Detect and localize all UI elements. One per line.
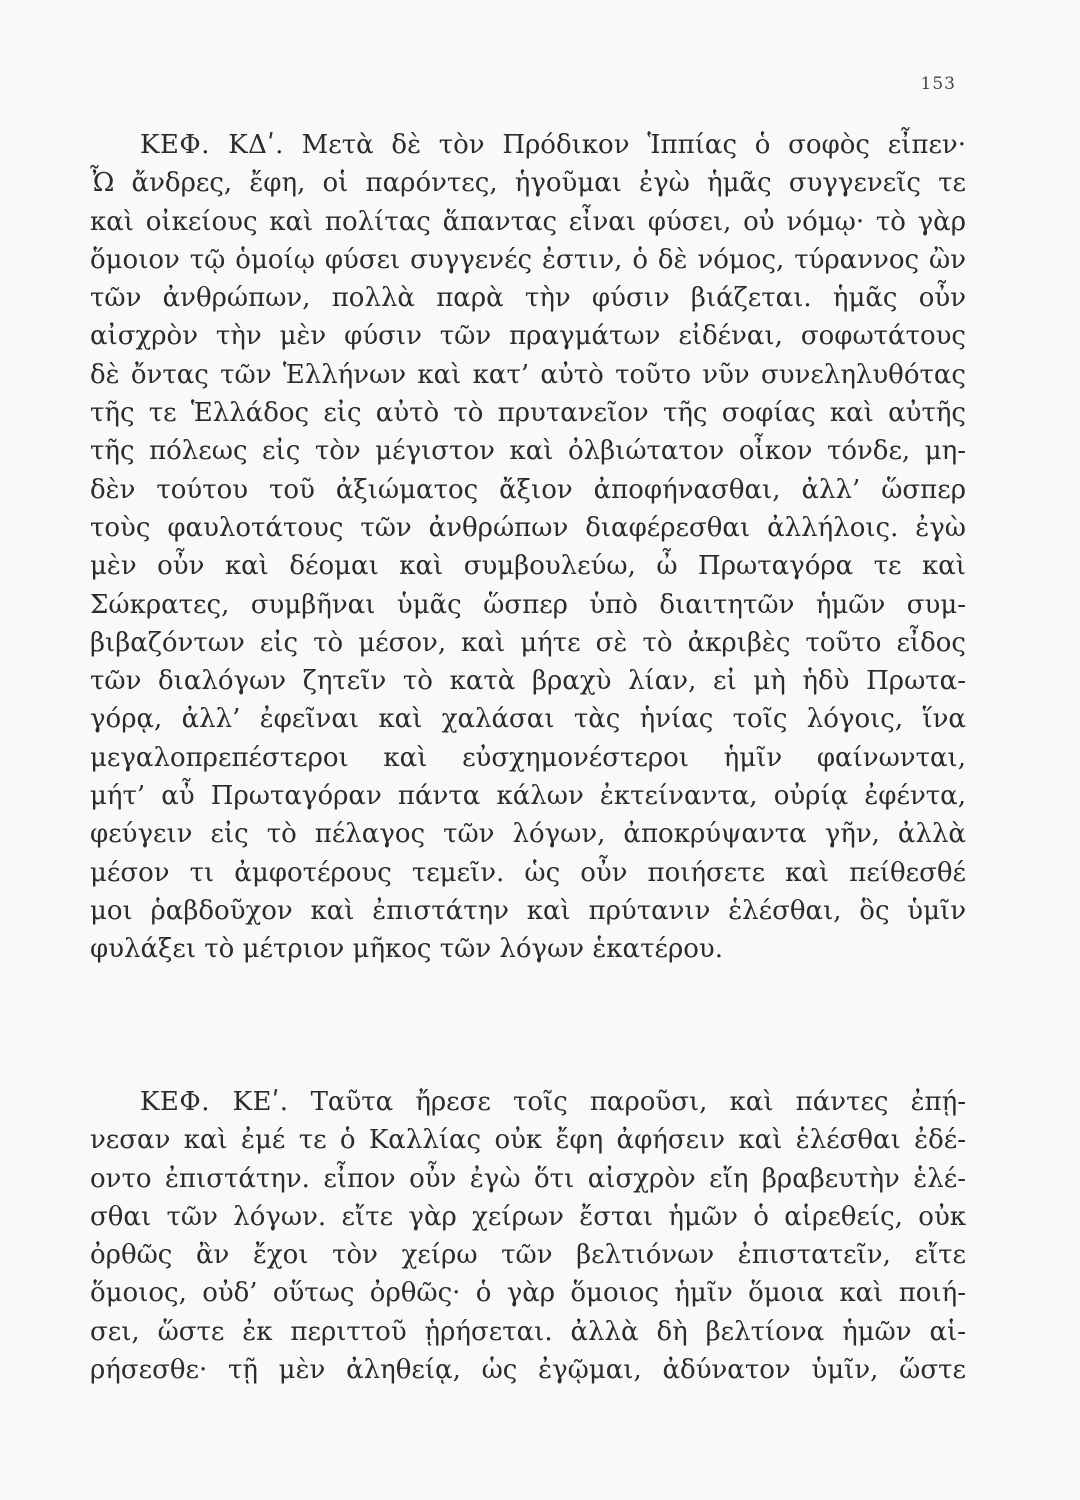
text-line: μέσον τι ἀμφοτέρους τεμεῖν. ὡς οὖν ποιήσετε καὶ πείθεσθέ <box>90 857 966 888</box>
chapter-25 <box>90 1083 966 1389</box>
text-line: νεσαν καὶ ἐμέ τε ὁ Καλλίας οὐκ ἔφη ἀφήσειν καὶ ἑλέσθαι ἐδέ- <box>90 1125 966 1156</box>
text-line: Σώκρατες, συμβῆναι ὑμᾶς ὥσπερ ὑπὸ διαιτητῶν ἡμῶν συμ- <box>90 589 966 620</box>
chapter-24-line-1 <box>90 126 966 164</box>
text-line: τῆς τε Ἑλλάδος εἰς αὐτὸ τὸ πρυτανεῖον τῆς σοφίας καὶ αὐτῆς <box>90 398 966 429</box>
text-line: ὅμοιον τῷ ὁμοίῳ φύσει συγγενές ἐστιν, ὁ δὲ νόμος, τύραννος ὢν <box>90 244 966 275</box>
text-line: Ὦ ἄνδρες, ἔφη, οἱ παρόντες, ἡγοῦμαι ἐγὼ ἡμᾶς συγγενεῖς τε <box>90 168 966 199</box>
text-line: φυλάξει τὸ μέτριον μῆκος τῶν λόγων ἑκατέρου. <box>90 934 723 965</box>
text-line: μήτ’ αὖ Πρωταγόραν πάντα κάλων ἐκτείναντα, οὐρίᾳ ἐφέντα, <box>90 781 966 812</box>
chapter-25-opening-text: Ταῦτα ἤρεσε τοῖς παροῦσι, καὶ πάντες ἐπῄ- <box>310 1087 966 1117</box>
text-line: δὲ ὄντας τῶν Ἑλλήνων καὶ κατ’ αὐτὸ τοῦτο νῦν συνεληλυθότας <box>90 359 966 390</box>
text-line: ὀρθῶς ἂν ἔχοι τὸν χείρω τῶν βελτιόνων ἐπιστατεῖν, εἴτε <box>90 1240 966 1271</box>
text-line: τῶν ἀνθρώπων, πολλὰ παρὰ τὴν φύσιν βιάζεται. ἡμᾶς οὖν <box>90 283 966 314</box>
text-line: φεύγειν εἰς τὸ πέλαγος τῶν λόγων, ἀποκρύψαντα γῆν, ἀλλὰ <box>90 819 966 850</box>
text-line: τοὺς φαυλοτάτους τῶν ἀνθρώπων διαφέρεσθαι ἀλλήλοις. ἐγὼ <box>90 512 966 543</box>
text-line: ρήσεσθε· τῇ μὲν ἀληθείᾳ, ὡς ἐγῷμαι, ἀδύνατον ὑμῖν, ὥστε <box>90 1355 966 1386</box>
chapter-25-heading: ΚΕΦ. ΚΕʹ. <box>140 1087 289 1117</box>
text-line: ὅμοιος, οὐδ’ οὕτως ὀρθῶς· ὁ γὰρ ὅμοιος ἡμῖν ὅμοια καὶ ποιή- <box>90 1278 966 1309</box>
text-line: μεγαλοπρεπέστεροι καὶ εὐσχημονέστεροι ἡμῖν φαίνωνται, <box>90 742 966 773</box>
text-line: σθαι τῶν λόγων. εἴτε γὰρ χείρων ἔσται ἡμῶν ὁ αἱρεθείς, οὐκ <box>90 1201 966 1232</box>
text-line: καὶ οἰκείους καὶ πολίτας ἅπαντας εἶναι φύσει, οὐ νόμῳ· τὸ γὰρ <box>90 206 966 237</box>
text-line: μοι ῥαβδοῦχον καὶ ἐπιστάτην καὶ πρύτανιν ἑλέσθαι, ὃς ὑμῖν <box>90 895 966 926</box>
text-line: αἰσχρὸν τὴν μὲν φύσιν τῶν πραγμάτων εἰδέναι, σοφωτάτους <box>90 321 966 352</box>
text-line: δὲν τούτου τοῦ ἀξιώματος ἄξιον ἀποφήνασθαι, ἀλλ’ ὥσπερ <box>90 474 966 505</box>
text-line: τῆς πόλεως εἰς τὸν μέγιστον καὶ ὀλβιώτατον οἶκον τόνδε, μη- <box>90 436 966 467</box>
chapter-24-opening-text: Μετὰ δὲ τὸν Πρόδικον Ἱππίας ὁ σοφὸς εἶπεν· <box>301 130 966 160</box>
text-line: βιβαζόντων εἰς τὸ μέσον, καὶ μήτε σὲ τὸ ἀκριβὲς τοῦτο εἶδος <box>90 627 966 658</box>
page-number: 153 <box>920 74 956 94</box>
chapter-25-line-1 <box>90 1083 966 1121</box>
text-line: γόρᾳ, ἀλλ’ ἐφεῖναι καὶ χαλάσαι τὰς ἡνίας τοῖς λόγοις, ἵνα <box>90 704 966 735</box>
text-line: οντο ἐπιστάτην. εἶπον οὖν ἐγὼ ὅτι αἰσχρὸν εἴη βραβευτὴν ἑλέ- <box>90 1163 966 1194</box>
text-line: μὲν οὖν καὶ δέομαι καὶ συμβουλεύω, ὦ Πρωταγόρα τε καὶ <box>90 551 966 582</box>
text-line: τῶν διαλόγων ζητεῖν τὸ κατὰ βραχὺ λίαν, εἰ μὴ ἡδὺ Πρωτα- <box>90 666 966 697</box>
chapter-24-heading: ΚΕΦ. ΚΔʹ. <box>140 130 284 160</box>
chapter-24 <box>90 126 966 969</box>
text-line: σει, ὥστε ἐκ περιττοῦ ᾑρήσεται. ἀλλὰ δὴ βελτίονα ἡμῶν αἱ- <box>90 1316 966 1347</box>
